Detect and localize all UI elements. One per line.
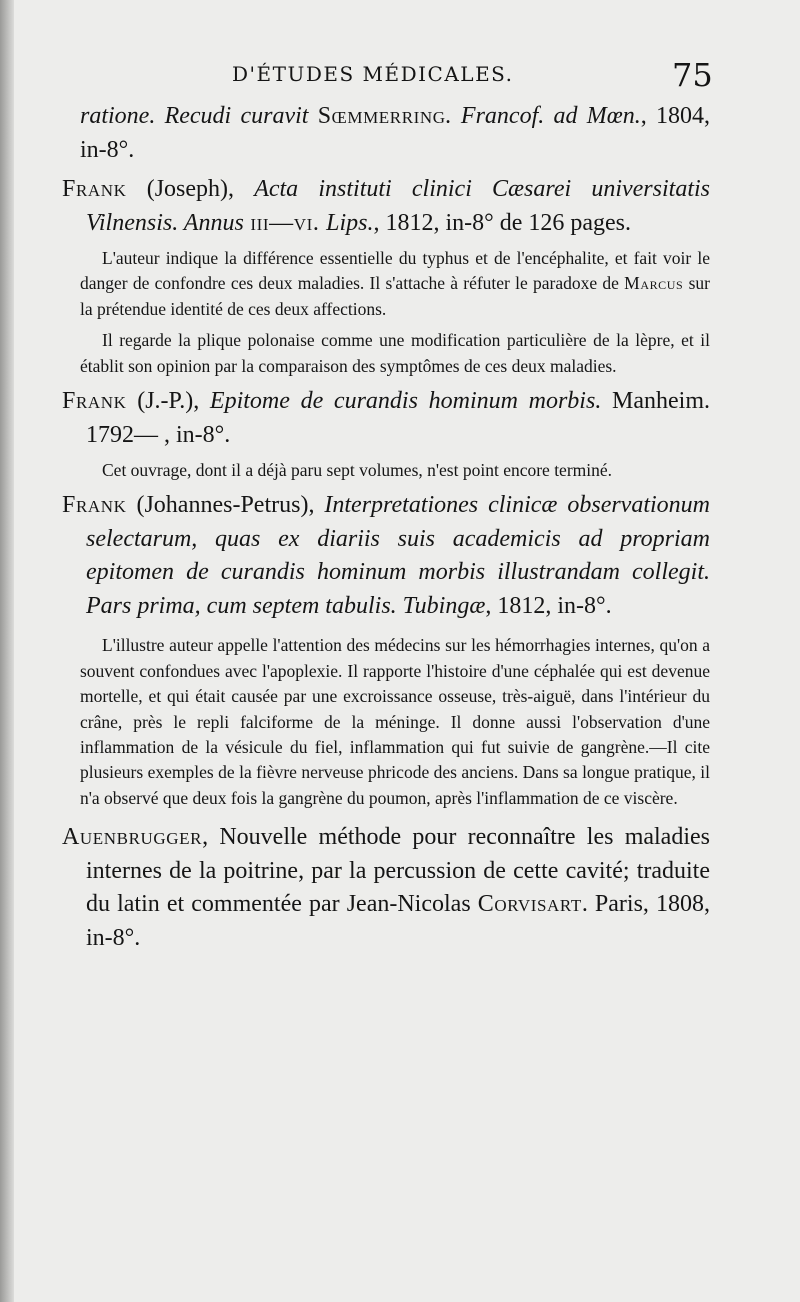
entry-author-detail: (Johannes-Petrus),: [126, 492, 325, 519]
entry-author: Frank: [62, 176, 127, 202]
entry-volumes: iii—vi.: [243, 209, 327, 236]
entry-author: Frank: [62, 492, 127, 519]
entry-author: Auenbrugger: [62, 824, 203, 851]
entry-place: . Francof. ad Mœn.: [445, 103, 641, 129]
entry-title: Interpretationes clinicæ observationum selectarum, quas ex diariis suis academicis ad propriam epitomen de curandis hominum morbis illustrandam collegit. Pars prima, cum septem tabulis. Tubingæ: [86, 492, 710, 619]
annotation-paragraph: Il regarde la plique polonaise comme une modification particulière de la lèpre, et il établit son opinion par la comparaison des symptômes de ces deux maladies.: [80, 330, 710, 376]
bibliography-entry-frank-johannes-petrus: [62, 489, 710, 623]
entry-title: ratione. Recudi curavit: [80, 103, 318, 129]
annotation-text: L'auteur indique la différence essentielle du typhus et de l'encéphalite, et fait voir le danger de confondre ces deux maladies. Il s'attache à réfuter le paradoxe de: [80, 248, 710, 294]
entry-author: Frank: [62, 388, 127, 415]
bibliography-entry-frank-joseph: [62, 173, 710, 240]
annotation-paragraph: [62, 246, 710, 322]
bibliography-entry-auenbrugger: [62, 821, 710, 955]
annotation-text: sur la prétendue identité de ces deux affections.: [80, 273, 710, 319]
editor-name: Sœmmerring: [317, 103, 446, 129]
annotation-paragraph: Cet ouvrage, dont il a déjà paru sept volumes, n'est point encore terminé.: [102, 460, 613, 481]
page-edge-shadow: [0, 0, 14, 1302]
bibliography-entry-frank-jp: [62, 385, 710, 452]
page-header: [0, 56, 800, 96]
running-title: D'ÉTUDES MÉDICALES.: [232, 62, 514, 86]
entry-imprint: , 1804, in-8°.: [80, 103, 710, 163]
bibliography-entry-soemmerring-continuation: [62, 100, 710, 167]
entry-imprint: , 1812, in-8°.: [485, 592, 612, 619]
entry-author-detail: (J.-P.),: [126, 388, 210, 415]
cited-author: Marcus: [624, 273, 684, 294]
page-body: [62, 100, 710, 955]
entry-author-detail: (Joseph),: [126, 176, 255, 202]
entry-title: , Nouvelle méthode pour reconnaître les maladies internes de la poitrine, par la percussion de cette cavité; traduite du latin et commentée par Jean-Nicolas: [86, 824, 710, 918]
entry-title: Acta instituti clinici Cæsarei universitatis Vilnensis. Annus: [86, 176, 710, 236]
entry-imprint: Manheim. 1792— , in-8°.: [86, 388, 710, 448]
translator-name: Corvisart: [477, 891, 582, 918]
entry-title: Epitome de curandis hominum morbis.: [209, 388, 602, 415]
entry-place: Lips.: [326, 209, 374, 236]
entry-imprint: , 1812, in-8° de 126 pages.: [373, 209, 632, 236]
entry-imprint: . Paris, 1808, in-8°.: [86, 891, 711, 951]
annotation-paragraph: L'illustre auteur appelle l'attention des médecins sur les hémorrhagies internes, qu'on a souvent confondues avec l'apoplexie. Il rapporte l'histoire d'une céphalée qui est devenue mortelle, et qui était causée par une excroissance osseuse, très-aiguë, dans l'intérieur du crâne, près le repli falciforme de la méninge. Il donne aussi l'observation d'une inflammation de la vésicule du fiel, inflammation qui fut suivie de gangrène.—Il cite plusieurs exemples de la fièvre nerveuse phricode des anciens. Dans sa longue pratique, il n'a observé que deux fois la gangrène du poumon, après l'inflammation de ce viscère.: [80, 635, 710, 808]
page-number: 75: [672, 56, 713, 94]
